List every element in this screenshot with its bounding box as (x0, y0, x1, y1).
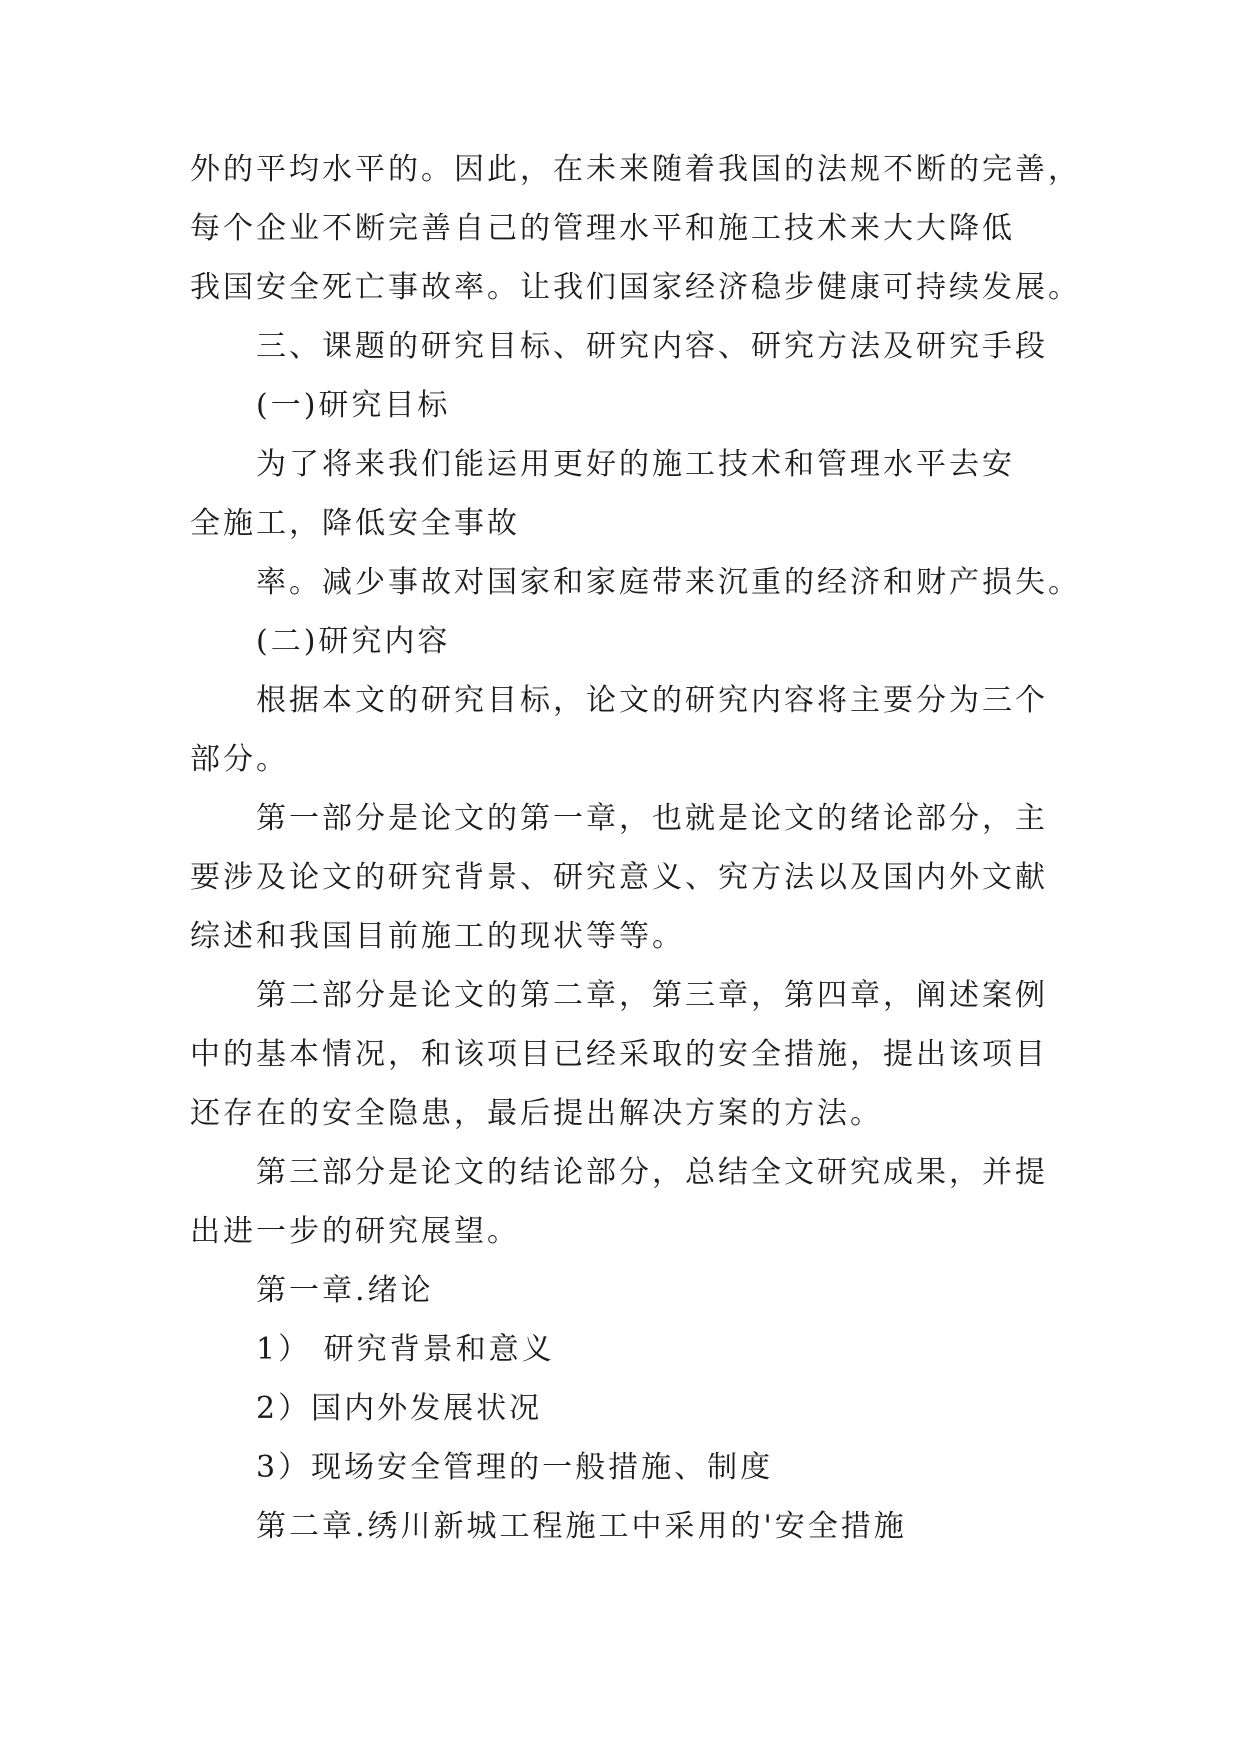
list-item: 2）国内外发展状况 (256, 1391, 543, 1426)
text-line: 率。减少事故对国家和家庭带来沉重的经济和财产损失。 (256, 565, 1081, 600)
section-heading: 三、课题的研究目标、研究内容、研究方法及研究手段 (256, 329, 1048, 364)
text-line: 全施工，降低安全事故 (190, 506, 520, 541)
text-line: 综述和我国目前施工的现状等等。 (190, 919, 685, 954)
text-line: 我国安全死亡事故率。让我们国家经济稳步健康可持续发展。 (190, 270, 1081, 305)
text-line: 中的基本情况，和该项目已经采取的安全措施，提出该项目 (190, 1037, 1048, 1072)
subsection-heading: (一)研究目标 (256, 388, 451, 423)
chapter-heading: 第二章.绣川新城工程施工中采用的'安全措施 (256, 1509, 907, 1544)
text-line: 要涉及论文的研究背景、研究意义、究方法以及国内外文献 (190, 860, 1048, 895)
text-line: 出进一步的研究展望。 (190, 1214, 520, 1249)
chapter-heading: 第一章.绪论 (256, 1273, 434, 1308)
text-line: 外的平均水平的。因此，在未来随着我国的法规不断的完善， (190, 152, 1081, 187)
subsection-heading: (二)研究内容 (256, 624, 451, 659)
text-line: 第一部分是论文的第一章，也就是论文的绪论部分，主 (256, 801, 1048, 836)
text-line: 第二部分是论文的第二章，第三章，第四章，阐述案例 (256, 978, 1048, 1013)
text-line: 为了将来我们能运用更好的施工技术和管理水平去安 (256, 447, 1015, 482)
text-line: 还存在的安全隐患，最后提出解决方案的方法。 (190, 1096, 883, 1131)
text-line: 每个企业不断完善自己的管理水平和施工技术来大大降低 (190, 211, 1015, 246)
list-item: 3）现场安全管理的一般措施、制度 (256, 1450, 774, 1485)
text-line: 第三部分是论文的结论部分，总结全文研究成果，并提 (256, 1155, 1048, 1190)
list-item: 1） 研究背景和意义 (256, 1332, 555, 1367)
text-line: 根据本文的研究目标，论文的研究内容将主要分为三个 (256, 683, 1048, 718)
text-line: 部分。 (190, 742, 289, 777)
